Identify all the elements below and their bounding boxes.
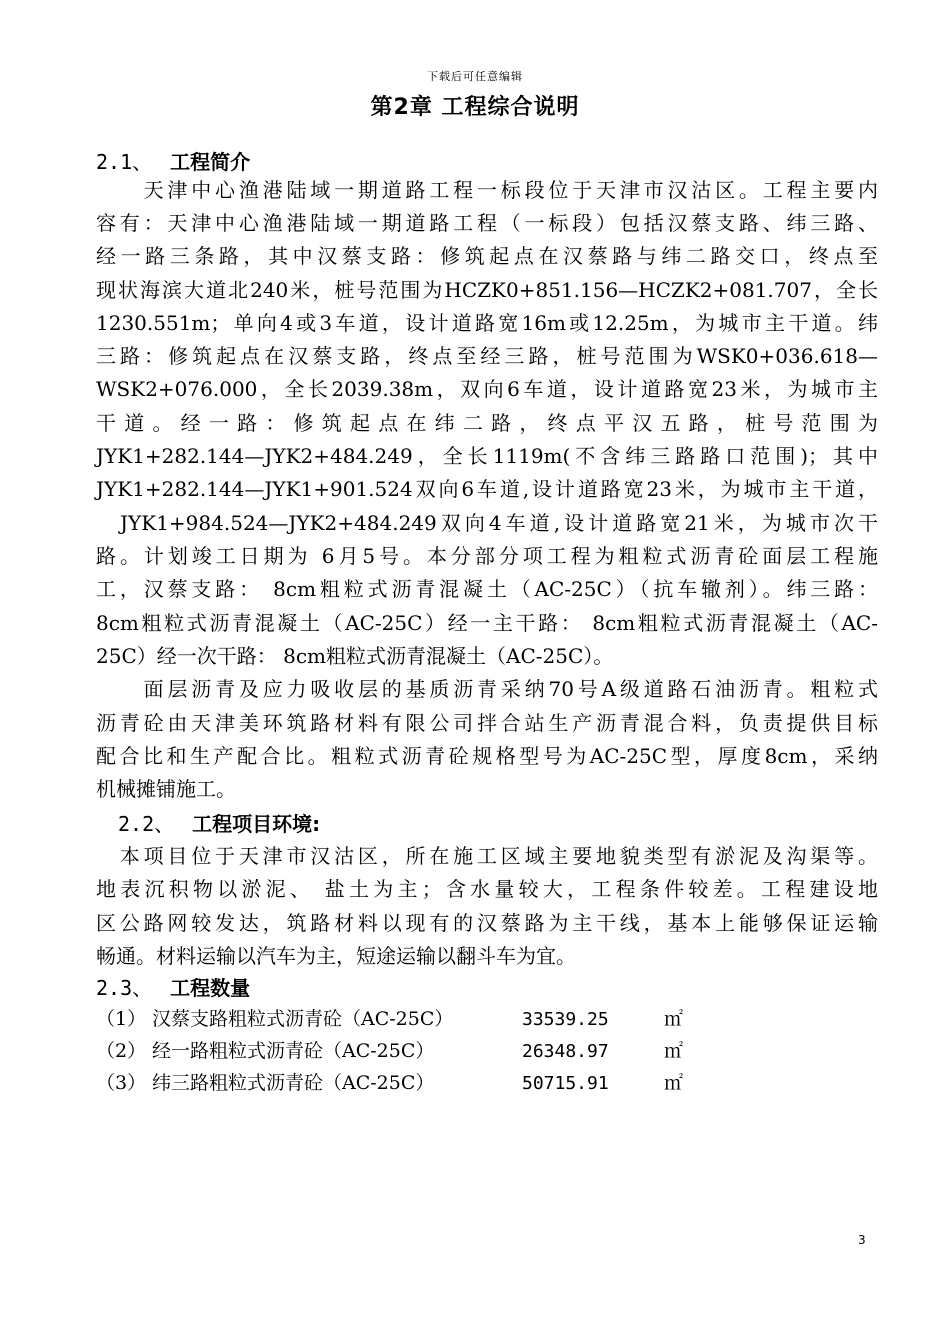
quantity-unit: ㎡ (664, 1040, 684, 1062)
paragraph-line: 地表沉积物以淤泥、 盐土为主；含水量较大，工程条件较差。工程建设地 (96, 877, 878, 901)
quantity-row (96, 1068, 683, 1099)
paragraph-line: 路。计划竣工日期为 6月5号。本分部分项工程为粗粒式沥青砼面层工程施 (96, 544, 878, 568)
section-number: 2.2、 (118, 812, 175, 836)
paragraph-line: 工，汉蔡支路： 8cm粗粒式沥青混凝土（AC-25C）（抗车辙剂）。纬三路： (96, 577, 878, 601)
paragraph-line: 现状海滨大道北240米，桩号范围为HCZK0+851.156—HCZK2+081.707，全长 (96, 278, 878, 302)
paragraph-line: 本项目位于天津市汉沽区，所在施工区域主要地貌类型有淤泥及沟渠等。 (96, 844, 878, 868)
quantity-row (96, 1036, 683, 1067)
quantity-value: 26348.97 (522, 1041, 609, 1062)
section-number: 2.1、 (96, 150, 153, 174)
paragraph-line: 三路：修筑起点在汉蔡支路，终点至经三路，桩号范围为WSK0+036.618— (96, 344, 878, 368)
quantity-unit: ㎡ (664, 1072, 684, 1094)
chapter-title: 第2章 工程综合说明 (370, 95, 580, 120)
section-heading-2-2 (118, 808, 320, 837)
paragraph-line: 1230.551m；单向4或3车道，设计道路宽16m或12.25m，为城市主干道。纬 (96, 311, 878, 335)
paragraph-line: 容有：天津中心渔港陆域一期道路工程（一标段）包括汉蔡支路、纬三路、 (96, 211, 878, 235)
section-title: 工程简介 (170, 150, 251, 174)
quantity-row (96, 1004, 683, 1035)
quantity-name: 经一路粗粒式沥青砼（AC-25C） (152, 1040, 435, 1062)
paragraph-line: 干道。经一路：修筑起点在纬二路，终点平汉五路，桩号范围为 (96, 411, 878, 435)
paragraph-line: 8cm粗粒式沥青混凝土（AC-25C）经一主干路： 8cm粗粒式沥青混凝土（AC- (96, 611, 878, 635)
quantity-index: （2） (96, 1040, 147, 1062)
quantity-value: 50715.91 (522, 1073, 609, 1094)
paragraph-line: 沥青砼由天津美环筑路材料有限公司拌合站生产沥青混合料，负责提供目标 (96, 711, 878, 735)
quantity-value: 33539.25 (522, 1009, 609, 1030)
section-title: 工程项目环境: (192, 812, 321, 836)
quantity-name: 纬三路粗粒式沥青砼（AC-25C） (152, 1072, 435, 1094)
page-number: 3 (858, 1233, 866, 1247)
paragraph-line: JYK1+282.144—JYK2+484.249，全长1119m(不含纬三路路口范围)；其中 (96, 444, 878, 468)
paragraph-line: JYK1+282.144—JYK1+901.524双向6车道,设计道路宽23米，为城市主干道， (96, 477, 878, 501)
paragraph-line: 天津中心渔港陆域一期道路工程一标段位于天津市汉沽区。工程主要内 (96, 178, 878, 202)
paragraph-line: WSK2+076.000，全长2039.38m，双向6车道，设计道路宽23米，为城市主 (96, 377, 878, 401)
paragraph-line: 畅通。材料运输以汽车为主，短途运输以翻斗车为宜。 (96, 944, 576, 968)
paragraph-line: 经一路三条路，其中汉蔡支路：修筑起点在汉蔡路与纬二路交口，终点至 (96, 244, 878, 268)
section-title: 工程数量 (170, 976, 251, 1000)
paragraph-line: JYK1+984.524—JYK2+484.249双向4车道,设计道路宽21米，为城市次干 (96, 511, 878, 535)
header-note: 下载后可任意编辑 (427, 70, 523, 83)
paragraph-line: 面层沥青及应力吸收层的基质沥青采纳70号A级道路石油沥青。粗粒式 (96, 677, 878, 701)
section-number: 2.3、 (96, 976, 153, 1000)
paragraph-line: 机械摊铺施工。 (96, 777, 236, 801)
paragraph-line: 25C）经一次干路： 8cm粗粒式沥青混凝土（AC-25C）。 (96, 644, 614, 668)
paragraph-line: 区公路网较发达，筑路材料以现有的汉蔡路为主干线，基本上能够保证运输 (96, 911, 878, 935)
quantity-name: 汉蔡支路粗粒式沥青砼（AC-25C） (152, 1008, 454, 1030)
section-heading-2-1 (96, 146, 250, 175)
quantity-index: （1） (96, 1008, 147, 1030)
section-heading-2-3 (96, 972, 250, 1001)
quantity-index: （3） (96, 1072, 147, 1094)
quantity-unit: ㎡ (664, 1008, 684, 1030)
paragraph-line: 配合比和生产配合比。粗粒式沥青砼规格型号为AC-25C型，厚度8cm，采纳 (96, 744, 878, 768)
